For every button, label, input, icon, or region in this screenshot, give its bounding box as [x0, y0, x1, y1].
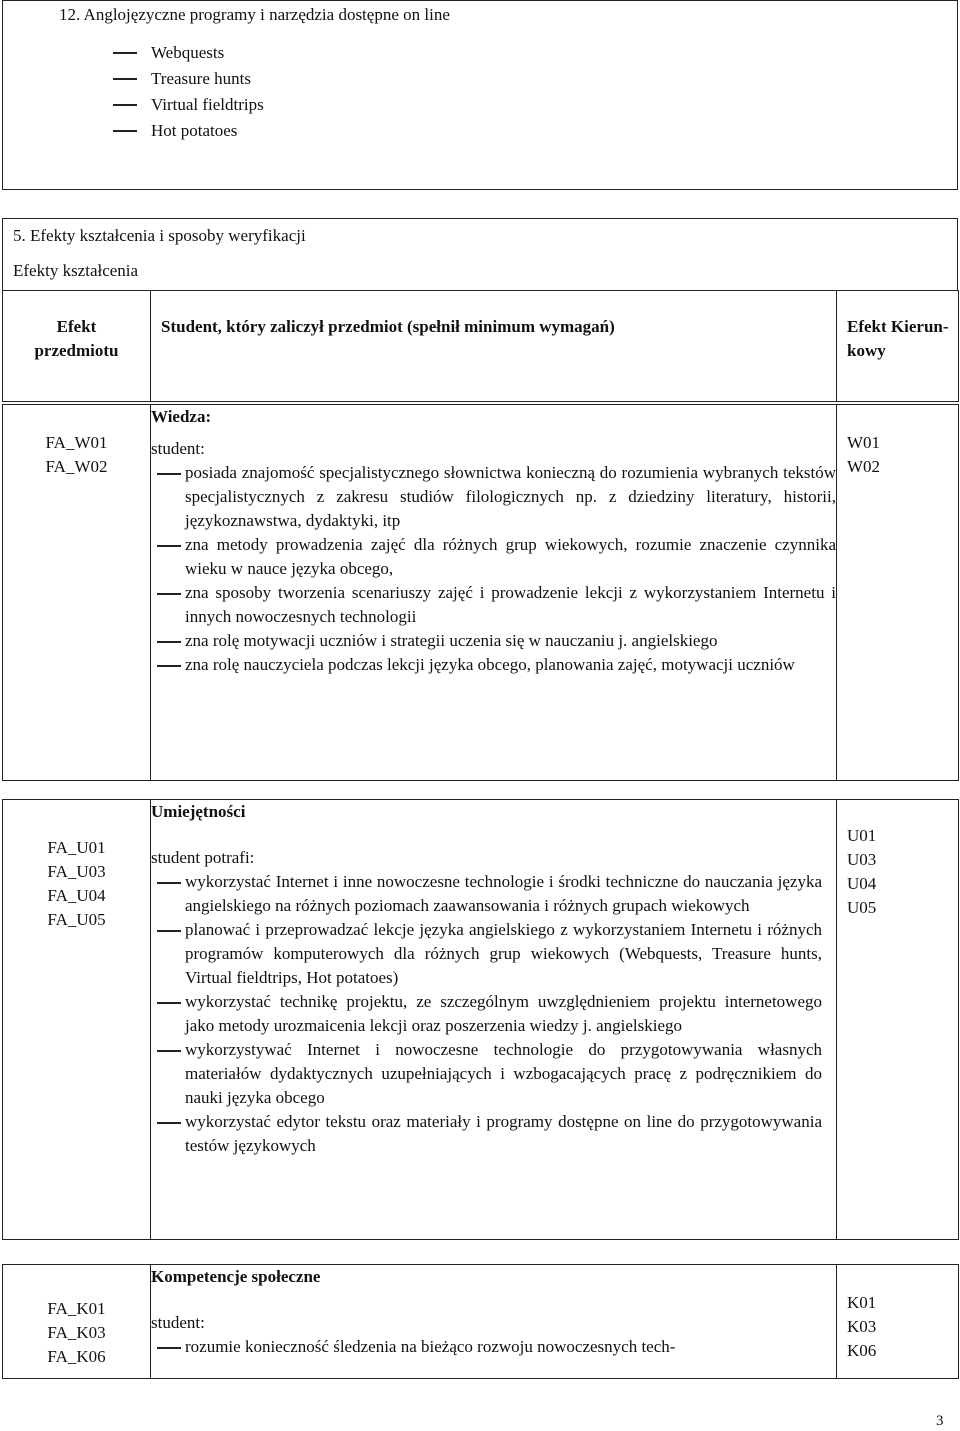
code: FA_W02	[45, 457, 108, 476]
header-course-outcome: Efekt przedmiotu	[3, 291, 151, 402]
outcomes-header	[2, 290, 959, 402]
list-item: Virtual fieldtrips	[111, 92, 511, 118]
code: K03	[847, 1317, 877, 1336]
section-5-subtitle: Efekty kształcenia	[13, 261, 139, 280]
list-item: rozumie konieczność śledzenia na bieżąco rozwoju nowoczesnych tech-	[151, 1335, 836, 1359]
section-title: Wiedza:	[151, 407, 212, 426]
course-codes	[3, 800, 151, 1240]
code: W02	[847, 457, 881, 476]
code: FA_K06	[47, 1347, 106, 1366]
section-12-title: 12. Anglojęzyczne programy i narzędzia dostępne on line	[59, 5, 450, 24]
student-lead: student:	[151, 439, 205, 458]
list-item: zna rolę motywacji uczniów i strategii uczenia się w nauczaniu j. angielskiego	[151, 629, 836, 653]
outcome-list	[151, 870, 822, 1158]
outcome-list	[151, 461, 836, 677]
list-item: wykorzystywać Internet i nowoczesne technologie do przygotowywania własnych materiałów dydaktycznych uzupełniających i wzbogacających pracę z podręcznikiem do nauki języka obcego	[151, 1038, 822, 1110]
code: K01	[847, 1293, 877, 1312]
code: FA_U01	[47, 838, 106, 857]
list-item: posiada znajomość specjalistycznego słownictwa konieczną do rozumienia wybranych tekstów specjalistycznych z zakresu studiów filologicznych np. z dziedziny literatury, historii, językoznawstwa, dydaktyki, itp	[151, 461, 836, 533]
row-skills	[2, 799, 959, 1240]
student-lead: student:	[151, 1313, 205, 1332]
section-title: Umiejętności	[151, 802, 246, 821]
list-item: wykorzystać edytor tekstu oraz materiały i programy dostępne on line do przygotowywania testów językowych	[151, 1110, 822, 1158]
section-5-box	[2, 218, 958, 290]
knowledge-content	[151, 405, 837, 781]
code: W01	[847, 433, 881, 452]
code: FA_U05	[47, 910, 106, 929]
section-5-title: 5. Efekty kształcenia i sposoby weryfikacji	[13, 226, 306, 245]
list-item: wykorzystać Internet i inne nowoczesne technologie i środki techniczne do nauczania języka angielskiego na różnych poziomach zaawansowania i różnych grupach wiekowych	[151, 870, 822, 918]
code: FA_U03	[47, 862, 106, 881]
list-item: wykorzystać technikę projektu, ze szczególnym uwzględnieniem projektu internetowego jako metody urozmaicenia lekcji oraz poszerzenia wiedzy j. angielskiego	[151, 990, 822, 1038]
row-social-competences	[2, 1264, 959, 1379]
list-item: zna sposoby tworzenia scenariuszy zajęć i prowadzenie lekcji z wykorzystaniem Internetu i innych nowoczesnych technologii	[151, 581, 836, 629]
outcome-list	[151, 1335, 836, 1359]
header-program-outcome: Efekt Kierun-kowy	[837, 291, 959, 402]
header-description: Student, który zaliczył przedmiot (spełnił minimum wymagań)	[151, 291, 837, 402]
section-12-list	[111, 40, 511, 144]
code: FA_K03	[47, 1323, 106, 1342]
code: U01	[847, 826, 877, 845]
list-item: Hot potatoes	[111, 118, 511, 144]
list-item: planować i przeprowadzać lekcje języka angielskiego z wykorzystaniem Internetu i różnych programów komputerowych dla różnych grup wiekowych (Webquests, Treasure hunts, Virtual fieldtrips, Hot potatoes)	[151, 918, 822, 990]
page-number: 3	[936, 1413, 944, 1429]
program-codes	[837, 405, 959, 781]
code: FA_W01	[45, 433, 108, 452]
list-item: zna rolę nauczyciela podczas lekcji języka obcego, planowania zajęć, motywacji uczniów	[151, 653, 836, 677]
list-item: Treasure hunts	[111, 66, 511, 92]
course-codes	[3, 405, 151, 781]
code: U04	[847, 874, 877, 893]
course-codes	[3, 1265, 151, 1379]
section-title: Kompetencje społeczne	[151, 1267, 321, 1286]
code: FA_K01	[47, 1299, 106, 1318]
list-item: Webquests	[111, 40, 511, 66]
list-item: zna metody prowadzenia zajęć dla różnych grup wiekowych, rozumie znaczenie czynnika wieku w nauce języka obcego,	[151, 533, 836, 581]
student-lead: student potrafi:	[151, 848, 255, 867]
code: U05	[847, 898, 877, 917]
section-12-box	[2, 0, 958, 190]
program-codes	[837, 1265, 959, 1379]
code: FA_U04	[47, 886, 106, 905]
social-content	[151, 1265, 837, 1379]
code: K06	[847, 1341, 877, 1360]
code: U03	[847, 850, 877, 869]
row-knowledge	[2, 404, 959, 781]
skills-content	[151, 800, 837, 1240]
program-codes	[837, 800, 959, 1240]
